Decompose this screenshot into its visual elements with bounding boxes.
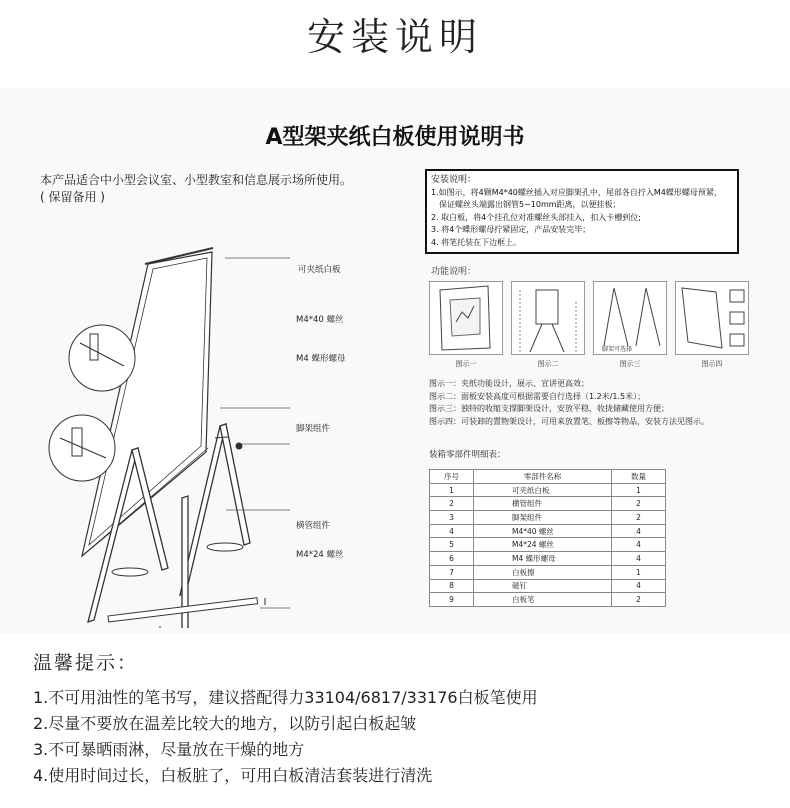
part-name: 脚架组件 <box>474 511 612 525</box>
table-row <box>430 565 666 579</box>
table-row <box>430 497 666 511</box>
instruction-sheet <box>0 88 790 634</box>
label-wing-nut: M4 蝶形螺母 <box>296 354 346 364</box>
assembly-diagram <box>20 238 420 628</box>
part-name: 可夹纸白板 <box>474 483 612 497</box>
function-description: 图示一：夹纸功能设计，展示、宣讲更高效； <box>429 379 589 388</box>
column-header: 序号 <box>430 470 474 484</box>
leader-lines <box>220 258 290 628</box>
install-step: 4. 将笔托装在下边框上。 <box>431 237 522 247</box>
function-description: 图示四：可装卸的置物架设计，可用来放置笔、板擦等物品，安装方法见图示。 <box>429 416 709 426</box>
figure-2-height <box>511 281 585 355</box>
part-quantity: 4 <box>612 538 666 552</box>
install-step: 2. 取白板，将4个挂孔位对准螺丝头部挂入，扣入卡槽到位; <box>431 212 641 222</box>
table-row <box>430 483 666 497</box>
table-row <box>430 552 666 566</box>
figure-3-legs <box>593 281 667 355</box>
part-number: 3 <box>430 511 474 525</box>
tip-item: 4.使用时间过长，白板脏了，可用白板清洁套装进行清洗 <box>33 766 433 785</box>
label-m440-screw: M4*40 螺丝 <box>296 315 344 325</box>
part-name: 磁钉 <box>474 579 612 593</box>
part-number: 8 <box>430 579 474 593</box>
figure-caption: 图示一 <box>455 360 477 368</box>
tip-item: 2.尽量不要放在温差比较大的地方，以防引起白板起皱 <box>33 714 417 733</box>
parts-table <box>429 469 666 607</box>
part-quantity: 1 <box>612 565 666 579</box>
tip-item: 3.不可暴晒雨淋，尽量放在干燥的地方 <box>33 740 305 759</box>
figure-3-note: 脚架可选择 <box>602 346 633 353</box>
table-row <box>430 579 666 593</box>
figure-1-clip-paper <box>429 281 503 355</box>
part-quantity: 1 <box>612 483 666 497</box>
parts-table-header <box>430 470 666 484</box>
figure-caption: 图示二 <box>537 360 559 368</box>
column-header: 零部件名称 <box>474 470 612 484</box>
figure-caption: 图示四 <box>701 360 723 368</box>
part-number: 6 <box>430 552 474 566</box>
part-number: 4 <box>430 524 474 538</box>
table-row <box>430 524 666 538</box>
part-name: 白板笔 <box>474 593 612 607</box>
part-number: 7 <box>430 565 474 579</box>
part-number: 9 <box>430 593 474 607</box>
install-step: 3. 将4个蝶形螺母拧紧固定，产品安装完毕； <box>431 225 591 234</box>
part-quantity: 4 <box>612 552 666 566</box>
figure-1-illustration <box>430 282 502 354</box>
label-crossbar-assembly: 横管组件 <box>296 521 331 531</box>
part-name: 横管组件 <box>474 497 612 511</box>
parts-list-title: 装箱零部件明细表： <box>429 450 506 460</box>
function-description: 图示二：面板安装高度可根据需要自行选择（1.2米/1.5米）； <box>429 391 646 401</box>
label-board: 可夹纸白板 <box>298 265 341 275</box>
part-name: M4*40 螺丝 <box>474 524 612 538</box>
page-title: 安装说明 <box>306 15 483 59</box>
part-name: M4*24 螺丝 <box>474 538 612 552</box>
figure-4-tray <box>675 281 749 355</box>
part-number: 2 <box>430 497 474 511</box>
figure-caption: 图示三 <box>619 360 641 368</box>
table-row <box>430 538 666 552</box>
tips-section <box>0 634 790 808</box>
sheet-title: A型架夹纸白板使用说明书 <box>265 125 525 150</box>
install-step: 1.如图示，将4颗M4*40螺丝插入对应脚架孔中，尾部各自拧入M4蝶形螺母预紧， <box>431 187 722 197</box>
part-quantity: 4 <box>612 579 666 593</box>
part-quantity: 2 <box>612 593 666 607</box>
label-leg-assembly: 脚架组件 <box>296 424 331 434</box>
table-row <box>430 593 666 607</box>
table-row <box>430 511 666 525</box>
intro-line: ( 保留备用 ) <box>40 190 105 204</box>
part-name: 白板擦 <box>474 565 612 579</box>
figure-2-illustration <box>512 282 584 354</box>
function-title: 功能说明： <box>431 267 477 277</box>
part-number: 5 <box>430 538 474 552</box>
page-header <box>0 0 790 88</box>
function-descriptions <box>429 378 709 428</box>
part-number: 1 <box>430 483 474 497</box>
part-quantity: 2 <box>612 497 666 511</box>
intro-line: 本产品适合中小型会议室、小型教室和信息展示场所使用。 <box>40 173 353 187</box>
intro-text <box>40 172 352 206</box>
tips-title: 温馨提示： <box>33 652 139 674</box>
column-header: 数量 <box>612 470 666 484</box>
figure-4-illustration <box>676 282 748 354</box>
install-heading: 安装说明： <box>431 175 477 185</box>
part-name: M4 蝶形螺母 <box>474 552 612 566</box>
label-m424-screw: M4*24 螺丝 <box>296 550 344 560</box>
tip-item: 1.不可用油性的笔书写，建议搭配得力33104/6817/33176白板笔使用 <box>33 688 538 707</box>
function-description: 图示三：独特的收缩支撑脚架设计，安放平稳，收拢储藏使用方便； <box>429 404 669 413</box>
install-instructions-box <box>425 169 739 254</box>
part-quantity: 2 <box>612 511 666 525</box>
part-quantity: 4 <box>612 524 666 538</box>
install-step: 保证螺丝头端露出钢管5~10mm距离，以便挂板； <box>439 200 621 209</box>
